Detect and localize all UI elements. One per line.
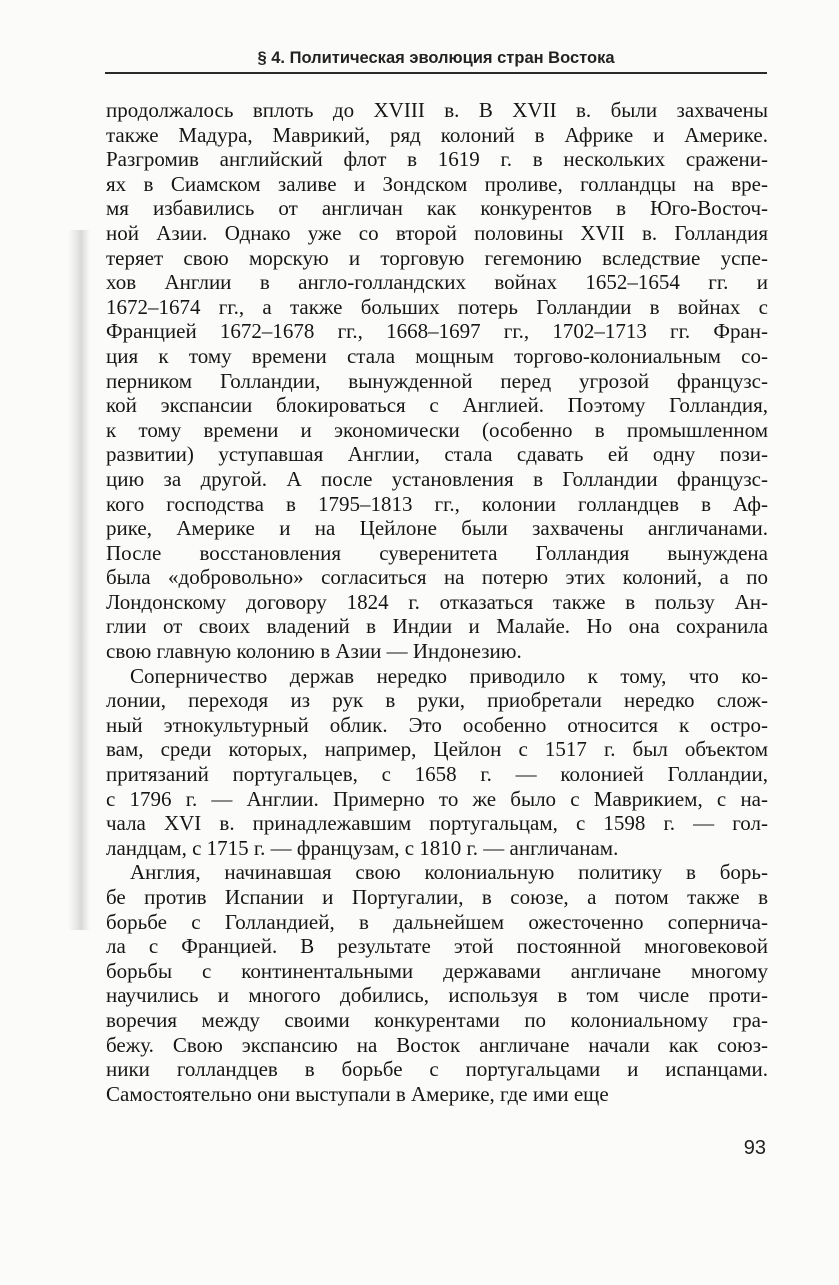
text-line: вам, среди которых, например, Цейлон с 1517 г. был объектом bbox=[106, 737, 768, 762]
text-line: хов Англии в англо-голландских войнах 1652–1654 гг. и bbox=[106, 270, 768, 295]
page-number: 93 bbox=[743, 1137, 766, 1159]
text-line: свою главную колонию в Азии — Индонезию. bbox=[106, 639, 522, 664]
text-line: борьбе с Голландией, в дальнейшем ожесточенно сопернича- bbox=[106, 909, 768, 934]
text-line: Соперничество держав нередко приводило к тому, что ко- bbox=[130, 663, 768, 688]
text-line: ный этнокультурный облик. Это особенно относится к остро- bbox=[106, 712, 768, 737]
text-line: мя избавились от англичан как конкурентов в Юго-Восточ- bbox=[106, 196, 768, 221]
text-line: ях в Сиамском заливе и Зондском проливе, голландцы на вре- bbox=[106, 171, 768, 196]
text-line: перником Голландии, вынужденной перед угрозой французс- bbox=[106, 368, 768, 393]
text-line: воречия между своими конкурентами по колониальному гра- bbox=[106, 1007, 768, 1032]
text-line: была «добровольно» согласиться на потерю этих колоний, а по bbox=[106, 565, 768, 590]
text-line: кой экспансии блокироваться с Англией. Поэтому Голландия, bbox=[106, 393, 768, 418]
text-line: ники голландцев в борьбе с португальцами и испанцами. bbox=[106, 1057, 768, 1082]
text-line: чала XVI в. принадлежавшим португальцам, с 1598 г. — гол- bbox=[106, 811, 768, 836]
text-line: лонии, переходя из рук в руки, приобретали нередко слож- bbox=[106, 688, 768, 713]
paragraph bbox=[106, 98, 768, 664]
text-line: 1672–1674 гг., а также больших потерь Голландии в войнах с bbox=[106, 294, 768, 319]
text-line: ция к тому времени стала мощным торгово-колониальным со- bbox=[106, 343, 768, 368]
text-line: рике, Америке и на Цейлоне были захвачены англичанами. bbox=[106, 516, 768, 541]
text-line: бе против Испании и Португалии, в союзе, а потом также в bbox=[106, 885, 768, 909]
text-line: притязаний португальцев, с 1658 г. — колонией Голландии, bbox=[106, 762, 768, 787]
text-line: с 1796 г. — Англии. Примерно то же было с Маврикием, с на- bbox=[106, 786, 768, 811]
header-rule bbox=[105, 72, 767, 74]
text-line: борьбы с континентальными державами англичане многому bbox=[106, 958, 768, 983]
text-line: бежу. Свою экспансию на Восток англичане начали как союз- bbox=[106, 1032, 768, 1057]
text-line: ной Азии. Однако уже со второй половины XVII в. Голландия bbox=[106, 220, 768, 245]
text-line: ла с Францией. В результате этой постоянной многовековой bbox=[106, 934, 768, 959]
paragraph bbox=[106, 860, 768, 1106]
body-text bbox=[106, 98, 768, 1106]
text-line: продолжалось вплоть до XVIII в. В XVII в. были захвачены bbox=[106, 98, 768, 122]
text-line: научились и многого добились, используя в том числе проти- bbox=[106, 983, 768, 1008]
running-head: § 4. Политическая эволюция стран Востока bbox=[257, 49, 615, 67]
text-line: кого господства в 1795–1813 гг., колонии голландцев в Аф- bbox=[106, 491, 768, 516]
text-line: Лондонскому договору 1824 г. отказаться также в пользу Ан- bbox=[106, 589, 768, 614]
text-line: Разгромив английский флот в 1619 г. в нескольких сражени- bbox=[106, 147, 768, 172]
text-line: теряет свою морскую и торговую гегемонию вследствие успе- bbox=[106, 245, 768, 270]
text-line: цию за другой. А после установления в Голландии французс- bbox=[106, 466, 768, 491]
paragraph bbox=[106, 664, 768, 861]
binding-shadow bbox=[68, 230, 90, 930]
text-line: к тому времени и экономически (особенно в промышленном bbox=[106, 417, 768, 442]
text-line: глии от своих владений в Индии и Малайе. Но она сохранила bbox=[106, 614, 768, 639]
text-line: После восстановления суверенитета Голландия вынуждена bbox=[106, 540, 768, 565]
text-line: развитии) уступавшая Англии, стала сдавать ей одну пози- bbox=[106, 442, 768, 467]
text-line: Самостоятельно они выступали в Америке, где ими еще bbox=[106, 1081, 609, 1106]
text-line: Англия, начинавшая свою колониальную политику в борь- bbox=[130, 860, 768, 885]
text-line: ландцам, с 1715 г. — французам, с 1810 г. — англичанам. bbox=[106, 835, 619, 860]
text-line: Францией 1672–1678 гг., 1668–1697 гг., 1702–1713 гг. Фран- bbox=[106, 319, 768, 344]
text-line: также Мадура, Маврикий, ряд колоний в Африке и Америке. bbox=[106, 122, 768, 147]
